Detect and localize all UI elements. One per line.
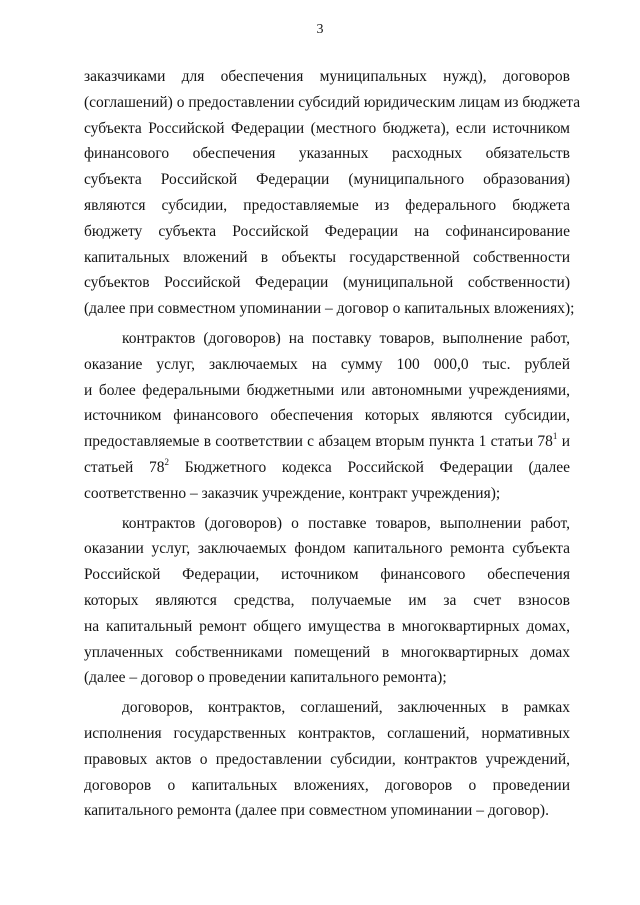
text-line: правовых актов о предоставлении субсидии, контрактов учреждений, (84, 750, 570, 768)
text-fragment: и (557, 433, 570, 451)
text-line: заказчиками для обеспечения муниципальных нужд), договоров (84, 68, 570, 85)
paragraph-4 (84, 695, 570, 824)
text-line (84, 455, 570, 481)
superscript: 2 (164, 456, 170, 467)
document-body (84, 64, 581, 824)
text-line: уплаченных собственниками помещений в многоквартирных домах (84, 643, 570, 661)
text-line: бюджету субъекта Российской Федерации на софинансирование (84, 222, 570, 240)
text-line: Российской Федерации, источником финансового обеспечения (84, 566, 570, 584)
text-line: исполнения государственных контрактов, соглашений, нормативных (84, 724, 570, 742)
text-line: субъектов Российской Федерации (муниципальной собственности) (84, 274, 570, 292)
text-line: источником финансового обеспечения которых являются субсидии, (84, 407, 570, 425)
paragraph-1 (84, 64, 581, 322)
text-fragment: Бюджетного кодекса Российской Федерации (далее (169, 458, 570, 476)
text-line: являются субсидии, предоставляемые из федерального бюджета (84, 196, 570, 214)
text-line: субъекта Российской Федерации (местного бюджета), если источником (84, 119, 570, 137)
text-line: оказание услуг, заключаемых на сумму 100 000,0 тыс. рублей (84, 355, 570, 373)
text-line: которых являются средства, получаемые им за счет взносов (84, 591, 570, 609)
text-line: (далее при совместном упоминании – договор о капитальных вложениях); (84, 300, 575, 318)
page-number: 3 (316, 22, 324, 37)
text-line: капитального ремонта (далее при совместном упоминании – договор). (84, 802, 549, 820)
text-fragment: предоставляемые в соответствии с абзацем вторым пункта 1 статьи 78 (84, 433, 553, 451)
text-line: (соглашений) о предоставлении субсидий юридическим лицам из бюджета (84, 93, 581, 111)
text-fragment: статьей 78 (84, 458, 165, 476)
text-line: договоров о капитальных вложениях, договоров о проведении (84, 776, 570, 794)
text-line (84, 429, 570, 455)
text-line: финансового обеспечения указанных расходных обязательств (84, 145, 570, 163)
text-line: капитальных вложений в объекты государственной собственности (84, 248, 570, 266)
text-line: контрактов (договоров) о поставке товаров, выполнении работ, (122, 514, 570, 532)
text-line: (далее – договор о проведении капитального ремонта); (84, 669, 447, 687)
text-line: контрактов (договоров) на поставку товаров, выполнение работ, (122, 329, 570, 347)
text-line: договоров, контрактов, соглашений, заключенных в рамках (122, 699, 570, 717)
text-line: на капитальный ремонт общего имущества в многоквартирных домах, (84, 617, 570, 635)
text-line: субъекта Российской Федерации (муниципального образования) (84, 171, 570, 189)
paragraph-3 (84, 511, 570, 692)
text-line: и более федеральными бюджетными или автономными учреждениями, (84, 381, 570, 399)
superscript: 1 (552, 431, 558, 441)
text-line: оказании услуг, заключаемых фондом капитального ремонта субъекта (84, 540, 570, 558)
text-line: соответственно – заказчик учреждение, контракт учреждения); (84, 484, 501, 502)
paragraph-2 (84, 326, 570, 507)
